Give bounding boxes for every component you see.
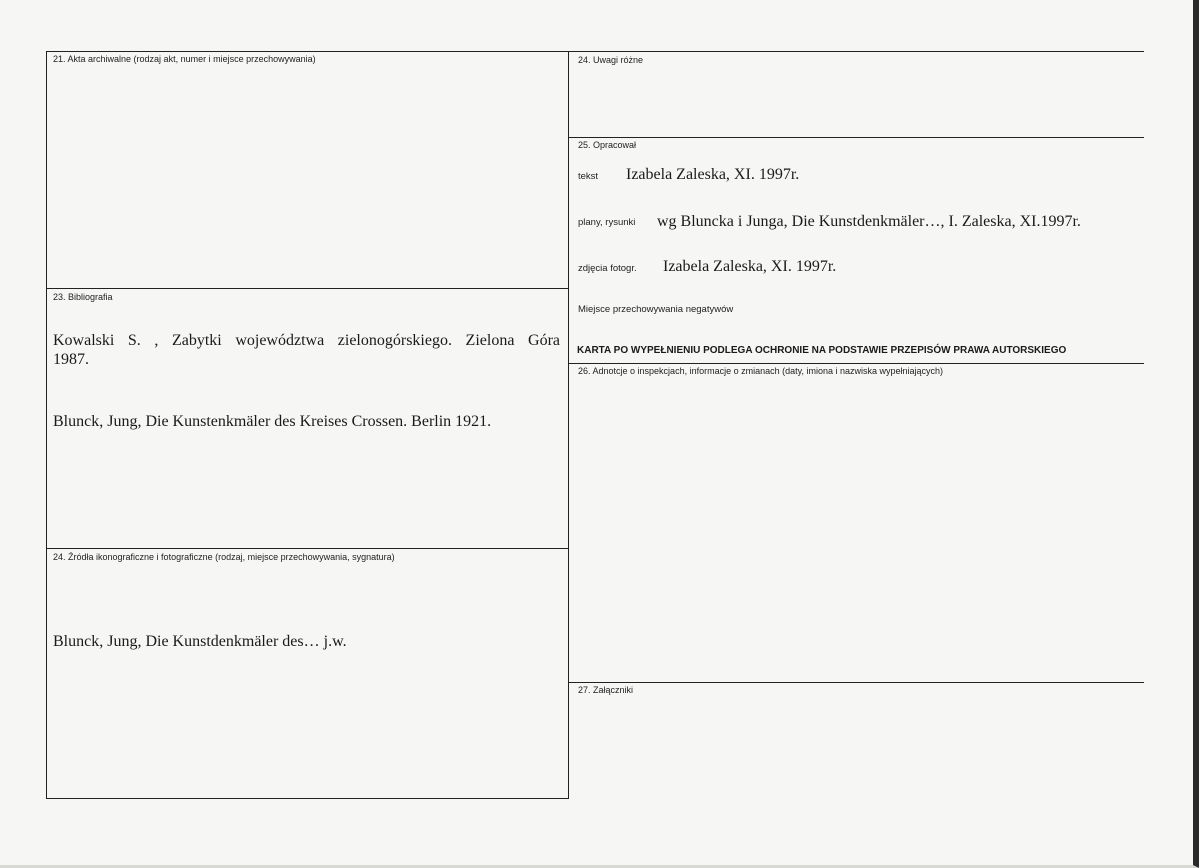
- section-25-label: 25. Opracował: [578, 140, 637, 150]
- bibliography-entry-1-line-1: Kowalski S. , Zabytki województwa zielonogórskiego. Zielona Góra: [53, 332, 560, 349]
- text-author-label: tekst: [578, 171, 599, 182]
- right-rule-27: [568, 682, 1144, 683]
- left-rule-24: [46, 548, 569, 549]
- right-rule-26: [568, 363, 1144, 364]
- photos-author-value: Izabela Zaleska, XI. 1997r.: [663, 258, 837, 275]
- top-rule: [46, 51, 1144, 52]
- left-rule-23: [46, 288, 569, 289]
- plans-author-value: wg Bluncka i Junga, Die Kunstdenkmäler…, I. Zaleska, XI.1997r.: [657, 213, 1081, 230]
- section-23-label: 23. Bibliografia: [53, 292, 113, 302]
- negatives-location-label: Miejsce przechowywania negatywów: [578, 304, 734, 315]
- copyright-notice: KARTA PO WYPEŁNIENIU PODLEGA OCHRONIE NA PODSTAWIE PRZEPISÓW PRAWA AUTORSKIEGO: [577, 345, 1067, 356]
- section-27-label: 27. Załączniki: [578, 685, 634, 695]
- bottom-rule: [46, 798, 569, 799]
- text-author-value: Izabela Zaleska, XI. 1997r.: [626, 166, 800, 183]
- center-divider: [568, 51, 569, 799]
- right-rule-25: [568, 137, 1144, 138]
- bibliography-entry-1-line-2: 1987.: [53, 351, 89, 368]
- section-24-iconographic-label: 24. Źródła ikonograficzne i fotograficzne (rodzaj, miejsce przechowywania, sygnatura): [53, 552, 395, 562]
- section-24-remarks-label: 24. Uwagi różne: [578, 55, 644, 65]
- section-21-label: 21. Akta archiwalne (rodzaj akt, numer i miejsce przechowywania): [53, 54, 316, 64]
- plans-author-label: plany, rysunki: [578, 217, 636, 228]
- left-border: [46, 51, 47, 799]
- photos-author-label: zdjęcia fotogr.: [578, 263, 637, 274]
- section-26-label: 26. Adnotcje o inspekcjach, informacje o zmianach (daty, imiona i nazwiska wypełniających): [578, 366, 944, 376]
- bibliography-entry-2: Blunck, Jung, Die Kunstenkmäler des Kreises Crossen. Berlin 1921.: [53, 413, 492, 430]
- iconographic-entry: Blunck, Jung, Die Kunstdenkmäler des… j.w.: [53, 633, 347, 650]
